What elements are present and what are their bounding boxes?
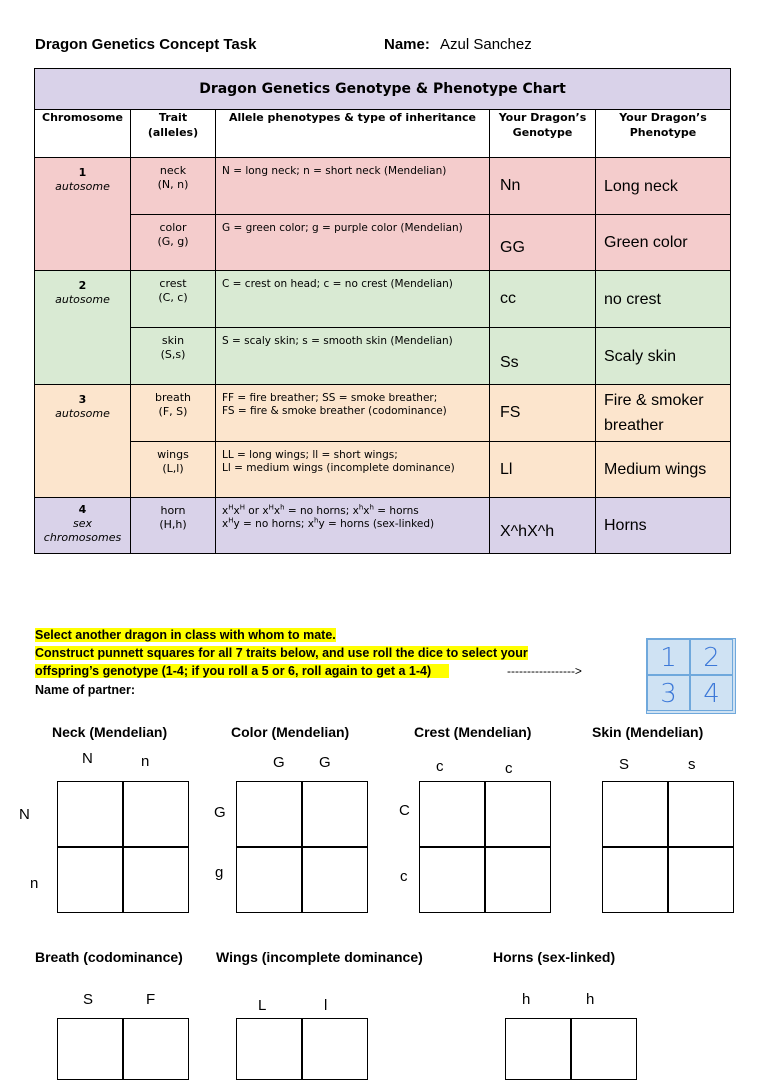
table-row bbox=[35, 385, 731, 442]
trait-cell: color (G, g) bbox=[131, 215, 216, 271]
trait-cell: neck (N, n) bbox=[131, 158, 216, 215]
col-header-phenotype: Your Dragon’s Phenotype bbox=[596, 110, 731, 158]
trait-cell: breath (F, S) bbox=[131, 385, 216, 442]
col-header-genotype: Your Dragon’s Genotype bbox=[490, 110, 596, 158]
allele-label: c bbox=[436, 758, 444, 775]
allele-cell: FF = fire breather; SS = smoke breather; FS = fire & smoke breather (codominance) bbox=[216, 385, 490, 442]
allele-label: N bbox=[82, 750, 93, 767]
punnett-square-neck[interactable] bbox=[57, 781, 189, 913]
genotype-cell[interactable]: Ss bbox=[490, 328, 596, 385]
chromosome-cell: 1 autosome bbox=[35, 158, 131, 271]
punnett-title-color: Color (Mendelian) bbox=[231, 724, 350, 740]
allele-label: G bbox=[273, 754, 285, 771]
punnett-square-horns[interactable] bbox=[505, 1018, 637, 1080]
table-header-row bbox=[35, 110, 731, 158]
instruction-line: Select another dragon in class with whom to mate. bbox=[35, 628, 336, 642]
allele-label: S bbox=[619, 756, 630, 773]
phenotype-cell[interactable]: Medium wings bbox=[596, 442, 731, 498]
phenotype-cell[interactable]: Horns bbox=[596, 498, 731, 554]
chromosome-cell: 2 autosome bbox=[35, 271, 131, 385]
allele-cell: C = crest on head; c = no crest (Mendelian) bbox=[216, 271, 490, 328]
col-header-chromosome: Chromosome bbox=[35, 110, 131, 158]
punnett-title-horns: Horns (sex-linked) bbox=[493, 949, 616, 965]
allele-cell: G = green color; g = purple color (Mendelian) bbox=[216, 215, 490, 271]
allele-cell: $x^Hx^H$ or $x^Hx^h$ = no horns; $x^hx^h$ = horns $x^Hy$ = no horns; $x^hy$ = horns (sex-linked) bbox=[216, 498, 490, 554]
phenotype-cell[interactable]: Green color bbox=[596, 215, 731, 271]
punnett-square-color[interactable] bbox=[236, 781, 368, 913]
table-row bbox=[35, 158, 731, 215]
chromosome-cell: 3 autosome bbox=[35, 385, 131, 498]
punnett-square-wings[interactable] bbox=[236, 1018, 368, 1080]
allele-label: n bbox=[141, 753, 150, 770]
phenotype-cell[interactable]: Scaly skin bbox=[596, 328, 731, 385]
genotype-cell[interactable]: cc bbox=[490, 271, 596, 328]
chromosome-cell: 4 sex chromosomes bbox=[35, 498, 131, 554]
table-row bbox=[35, 328, 731, 385]
trait-cell: skin (S,s) bbox=[131, 328, 216, 385]
punnett-title-crest: Crest (Mendelian) bbox=[414, 724, 532, 740]
trait-cell: horn (H,h) bbox=[131, 498, 216, 554]
genotype-cell[interactable]: X^hX^h bbox=[490, 498, 596, 554]
genotype-phenotype-table bbox=[34, 68, 731, 554]
dice-cell: 2 bbox=[690, 639, 733, 675]
punnett-title-neck: Neck (Mendelian) bbox=[52, 724, 168, 740]
col-header-trait: Trait (alleles) bbox=[131, 110, 216, 158]
allele-label: h bbox=[586, 991, 595, 1008]
table-row bbox=[35, 271, 731, 328]
phenotype-cell[interactable]: Fire & smoker breather bbox=[596, 385, 731, 442]
col-header-allele: Allele phenotypes & type of inheritance bbox=[216, 110, 490, 158]
allele-cell: S = scaly skin; s = smooth skin (Mendelian) bbox=[216, 328, 490, 385]
instruction-line: Construct punnett squares for all 7 traits below, and use roll the dice to select your bbox=[35, 646, 528, 660]
allele-label: S bbox=[83, 991, 94, 1008]
student-name: Azul Sanchez bbox=[440, 36, 532, 53]
punnett-title-breath: Breath (codominance) bbox=[35, 949, 183, 965]
trait-cell: wings (L,l) bbox=[131, 442, 216, 498]
allele-label: L bbox=[258, 997, 267, 1014]
arrow-text: -----------------> bbox=[507, 664, 582, 678]
allele-label: h bbox=[522, 991, 531, 1008]
allele-label: s bbox=[688, 756, 696, 773]
phenotype-cell[interactable]: Long neck bbox=[596, 158, 731, 215]
allele-label: c bbox=[400, 868, 408, 885]
allele-cell: N = long neck; n = short neck (Mendelian) bbox=[216, 158, 490, 215]
page-title: Dragon Genetics Concept Task bbox=[35, 36, 257, 53]
allele-label: n bbox=[30, 875, 39, 892]
allele-label: G bbox=[214, 804, 226, 821]
allele-label: G bbox=[319, 754, 331, 771]
partner-name-label: Name of partner: bbox=[35, 683, 136, 697]
genotype-cell[interactable]: Ll bbox=[490, 442, 596, 498]
allele-cell: LL = long wings; ll = short wings; Ll = medium wings (incomplete dominance) bbox=[216, 442, 490, 498]
dice-cell: 4 bbox=[690, 675, 733, 711]
phenotype-cell[interactable]: no crest bbox=[596, 271, 731, 328]
name-label: Name: bbox=[384, 36, 430, 53]
genotype-cell[interactable]: GG bbox=[490, 215, 596, 271]
genotype-cell[interactable]: Nn bbox=[490, 158, 596, 215]
instruction-line: offspring’s genotype (1-4; if you roll a 5 or 6, roll again to get a 1-4) bbox=[35, 664, 449, 678]
allele-label: c bbox=[505, 760, 513, 777]
dice-cell: 1 bbox=[647, 639, 690, 675]
punnett-square-breath[interactable] bbox=[57, 1018, 189, 1080]
punnett-title-wings: Wings (incomplete dominance) bbox=[216, 949, 423, 965]
punnett-square-crest[interactable] bbox=[419, 781, 551, 913]
dice-number-grid bbox=[646, 638, 736, 714]
table-row bbox=[35, 498, 731, 554]
allele-label: C bbox=[399, 802, 410, 819]
allele-label: N bbox=[19, 806, 30, 823]
allele-label: g bbox=[215, 864, 224, 881]
table-row bbox=[35, 442, 731, 498]
genotype-cell[interactable]: FS bbox=[490, 385, 596, 442]
punnett-square-skin[interactable] bbox=[602, 781, 734, 913]
punnett-title-skin: Skin (Mendelian) bbox=[592, 724, 704, 740]
table-caption: Dragon Genetics Genotype & Phenotype Chart bbox=[35, 69, 731, 110]
table-row bbox=[35, 215, 731, 271]
allele-label: l bbox=[324, 997, 328, 1014]
trait-cell: crest (C, c) bbox=[131, 271, 216, 328]
dice-cell: 3 bbox=[647, 675, 690, 711]
allele-label: F bbox=[146, 991, 156, 1008]
